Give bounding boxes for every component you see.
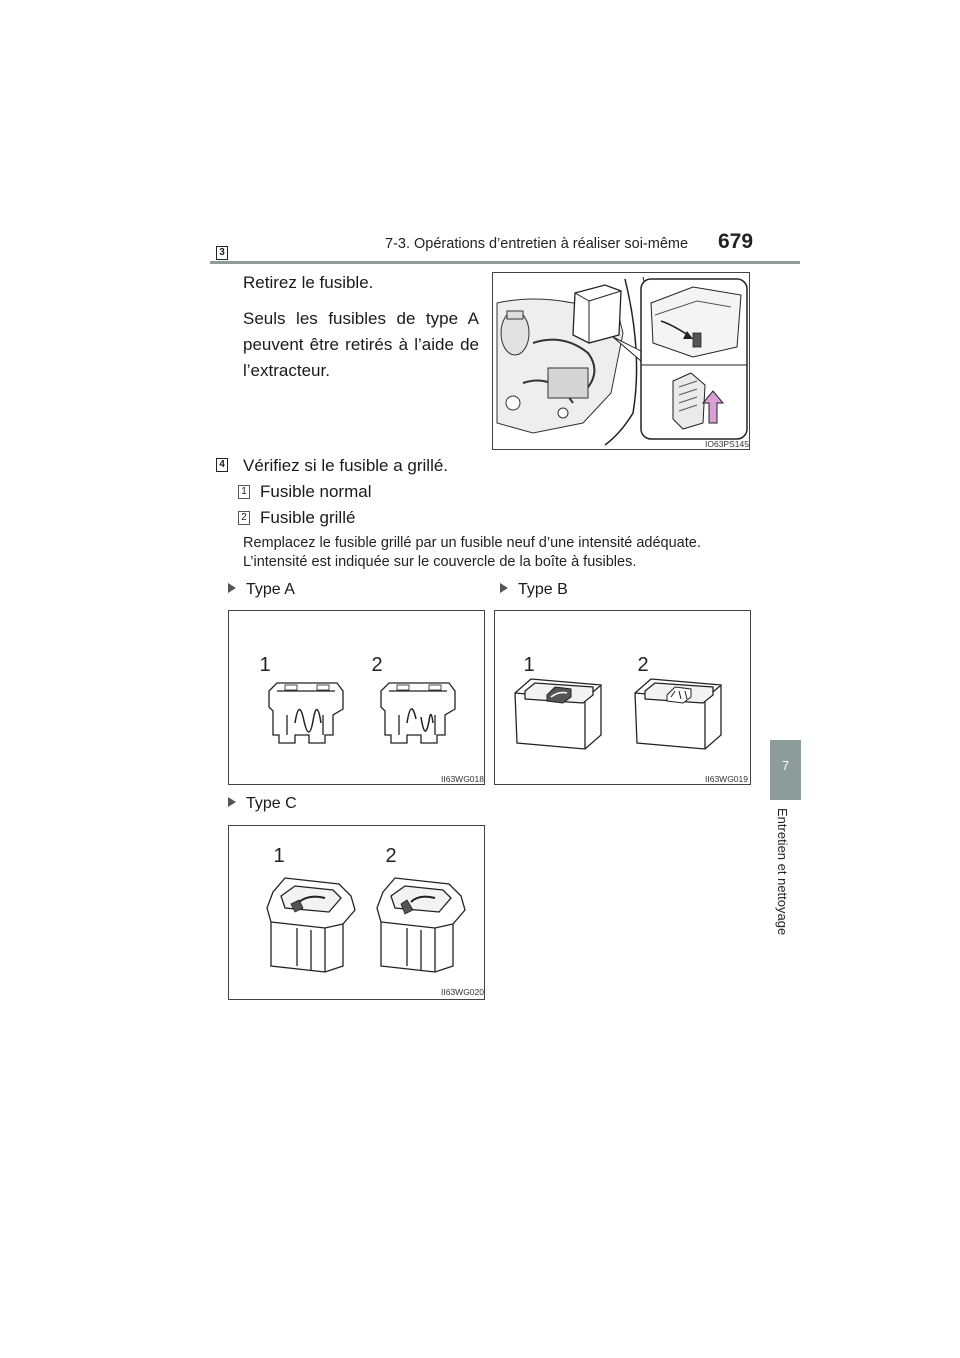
chapter-title xyxy=(775,808,795,948)
step-4-title: Vérifiez si le fusible a grillé. xyxy=(243,456,449,475)
note-line-2: L’intensité est indiquée sur le couvercle de la boîte à fusibles. xyxy=(243,554,637,570)
type-a-fuses-illustration xyxy=(229,611,485,785)
type-a-callout-1: 1 xyxy=(259,654,271,676)
type-b-callout-2: 2 xyxy=(637,654,649,676)
type-a-figure xyxy=(228,610,485,785)
type-b-label: Type B xyxy=(518,581,568,598)
type-c-label: Type C xyxy=(246,795,297,812)
replacement-note xyxy=(243,534,701,572)
type-a-figure-code: II63WG018 xyxy=(441,774,484,784)
type-c-figure xyxy=(228,825,485,1000)
chapter-title-text: Entretien et nettoyage xyxy=(775,808,790,936)
type-b-figure xyxy=(494,610,751,785)
type-b-callout-1: 1 xyxy=(523,654,535,676)
item-2-label: Fusible grillé xyxy=(260,508,356,527)
chapter-tab xyxy=(770,740,801,800)
section-title: 7-3. Opérations d’entretien à réaliser soi-même xyxy=(385,236,689,252)
type-b-heading xyxy=(500,581,568,599)
header-rule xyxy=(210,261,800,264)
bullet-triangle-icon xyxy=(228,583,236,593)
bullet-triangle-icon xyxy=(500,583,508,593)
type-c-callout-2: 2 xyxy=(385,845,397,867)
chapter-number: 7 xyxy=(781,758,790,773)
step-3-body: Seuls les fusibles de type A peuvent être retirés à l’aide de l’extracteur. xyxy=(243,309,479,380)
fuse-box-figure xyxy=(492,272,750,450)
type-b-figure-code: II63WG019 xyxy=(705,774,748,784)
item-1-label: Fusible normal xyxy=(260,482,372,501)
item-2-marker: 2 xyxy=(238,511,250,525)
step-3-title: Retirez le fusible. xyxy=(243,273,374,292)
step-4-marker: 4 xyxy=(216,458,228,472)
page-number: 679 xyxy=(718,230,754,253)
type-c-callout-1: 1 xyxy=(273,845,285,867)
engine-bay-illustration xyxy=(493,273,750,450)
figure-code: IO63PS145 xyxy=(705,439,749,449)
type-a-callout-2: 2 xyxy=(371,654,383,676)
type-b-fuses-illustration xyxy=(495,611,751,785)
item-1-marker: 1 xyxy=(238,485,250,499)
step-3-marker: 3 xyxy=(216,246,228,260)
note-line-1: Remplacez le fusible grillé par un fusible neuf d’une intensité adéquate. xyxy=(243,535,701,551)
bullet-triangle-icon xyxy=(228,797,236,807)
step-3-text xyxy=(243,270,479,384)
type-c-figure-code: II63WG020 xyxy=(441,987,484,997)
type-c-fuses-illustration xyxy=(229,826,485,1000)
type-a-label: Type A xyxy=(246,581,295,598)
type-c-heading xyxy=(228,795,297,813)
type-a-heading xyxy=(228,581,295,599)
